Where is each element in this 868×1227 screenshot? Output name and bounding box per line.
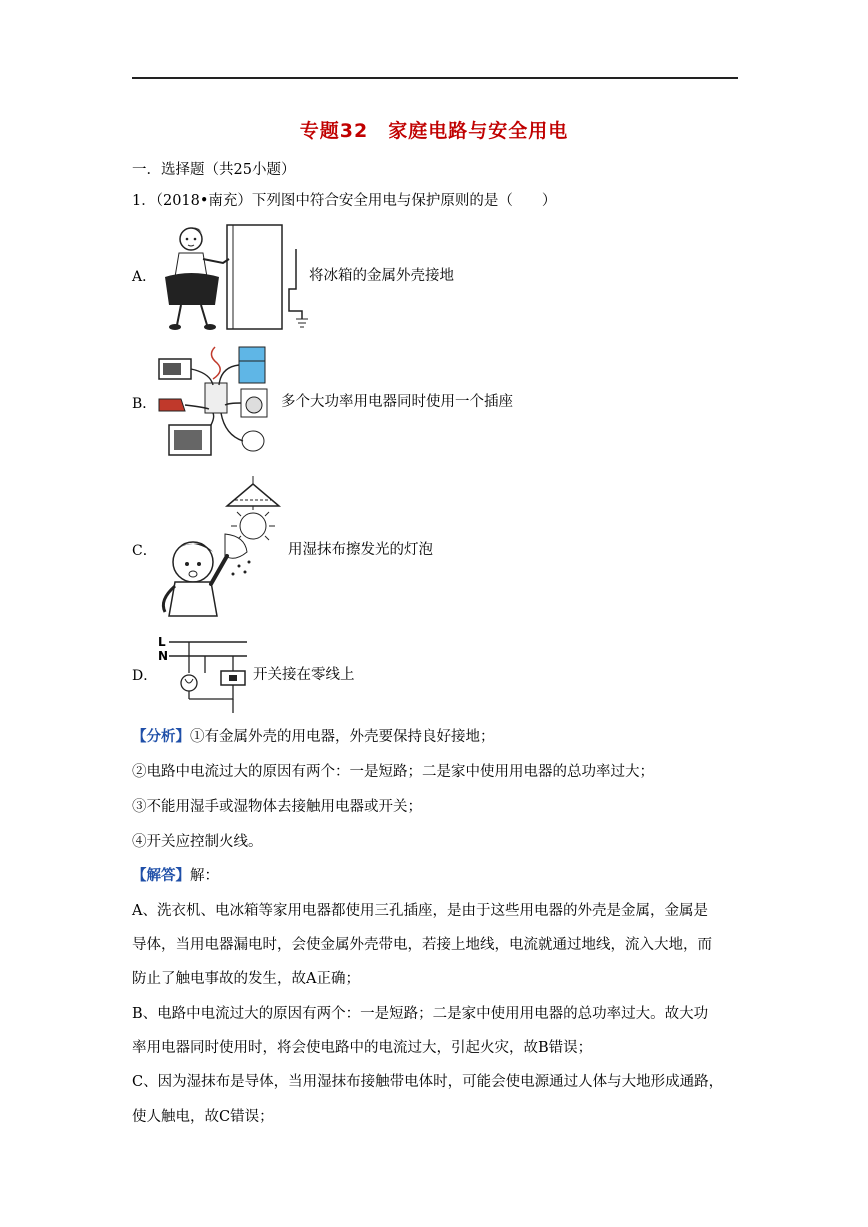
analysis-line: ④开关应控制火线。	[132, 834, 263, 850]
answer-line: 防止了触电事故的发生，故A正确；	[132, 971, 360, 987]
option-c-figure	[155, 476, 290, 620]
analysis-line: ③不能用湿手或湿物体去接触用电器或开关；	[132, 799, 422, 815]
section-heading: 一．选择题（共25小题）	[132, 162, 296, 178]
analysis-tag: 【分析】	[132, 728, 190, 745]
live-line-label: L	[158, 635, 166, 649]
analysis-line: ②电路中电流过大的原因有两个：一是短路；二是家中使用用电器的总功率过大；	[132, 764, 654, 780]
answer-line: B、电路中电流过大的原因有两个：一是短路；二是家中使用用电器的总功率过大。故大功	[132, 1006, 709, 1022]
answer-line: A、洗衣机、电冰箱等家用电器都使用三孔插座，是由于这些用电器的外壳是金属，金属是	[132, 903, 708, 919]
question-stem: 1．（2018•南充）下列图中符合安全用电与保护原则的是（ ）	[132, 193, 557, 209]
option-b-label: B．	[132, 396, 157, 412]
analysis-block	[132, 727, 495, 747]
option-d-label: D．	[132, 668, 158, 684]
answer-line: 导体，当用电器漏电时，会使金属外壳带电，若接上地线，电流就通过地线，流入大地，而	[132, 937, 712, 953]
answer-line: 率用电器同时使用时，将会使电路中的电流过大，引起火灾，故B错误；	[132, 1040, 593, 1056]
option-c-label: C．	[132, 543, 157, 559]
answer-tag: 【解答】	[132, 867, 190, 884]
neutral-line-label: N	[158, 649, 169, 663]
page-title: 专题32 家庭电路与安全用电	[299, 120, 569, 142]
answer-line: C、因为湿抹布是导体，当用湿抹布接触带电体时，可能会使电源通过人体与大地形成通路，	[132, 1074, 724, 1090]
option-b-figure	[155, 343, 280, 461]
answer-block	[132, 866, 219, 886]
analysis-line: ①有金属外壳的用电器，外壳要保持良好接地；	[190, 729, 495, 745]
answer-line: 使人触电，故C错误；	[132, 1109, 274, 1125]
answer-intro: 解：	[190, 868, 219, 884]
option-c-text: 用湿抹布擦发光的灯泡	[288, 542, 433, 558]
option-d-text: 开关接在零线上	[253, 667, 355, 683]
header-rule	[132, 77, 738, 79]
option-a-figure	[155, 219, 310, 332]
option-d-figure	[155, 633, 250, 715]
option-b-text: 多个大功率用电器同时使用一个插座	[281, 394, 513, 410]
option-a-label: A．	[132, 269, 157, 285]
option-a-text: 将冰箱的金属外壳接地	[309, 268, 454, 284]
